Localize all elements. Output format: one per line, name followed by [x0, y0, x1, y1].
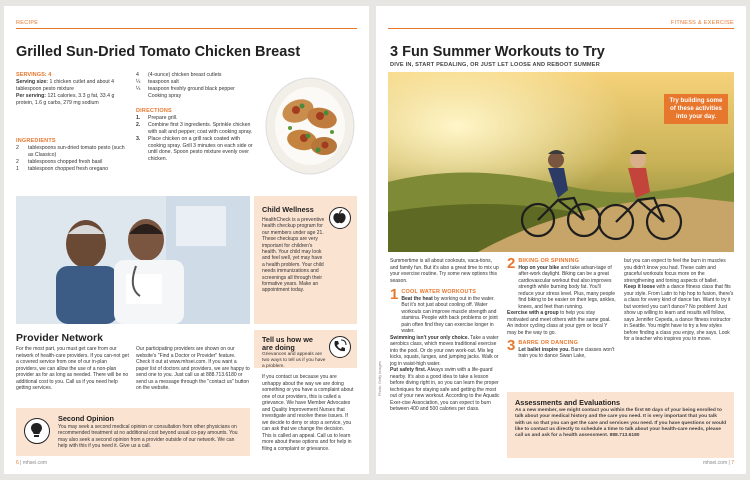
workout-1-lead: Beat the heat	[401, 295, 433, 302]
directions-list	[136, 115, 256, 163]
tell-us-intro: Grievances and appeals are two ways to tell us if you have a problem.	[262, 352, 326, 369]
tell-us-title: Tell us how we are doing	[262, 335, 313, 352]
serving-size-text: 1 chicken cutlet and about 4 tablespoon pesto mixture	[16, 78, 115, 92]
right-page	[376, 6, 746, 474]
ingredients-block	[16, 138, 131, 173]
section-label-fitness: FITNESS & EXERCISE	[670, 20, 734, 26]
workout-2-label: BIKING OR SPINNING	[518, 258, 580, 264]
workout-2-text: and take advan-tage of after-work daylight. Biking can be a great cardiovascular workout that also improves strength while burning body fat. You'll reduce your stress level. Plus, many people find biking to be easier on their legs, ankles, knees, and feet than running.	[518, 264, 616, 310]
workouts-column-3	[624, 258, 734, 343]
right-footer: mhsei.com | 7	[702, 460, 734, 466]
workout-2-number: 2	[507, 255, 516, 272]
list-item-text: Place chicken on a grill rack coated with cooking spray. Grill 3 minutes on each side or until done. Spoon pesto mixture evenly over chicken.	[148, 135, 253, 163]
list-item	[136, 86, 256, 93]
workout-1-text-2: Take a water aerobics class, which moves traditional exercise into the pool. Or do your own work-out. Mix leg kicks, squats, lunges, and jumping jacks. Walk or jog in waist-high water.	[390, 334, 499, 367]
recipe-title: Grilled Sun-Dried Tomato Chicken Breast	[16, 44, 301, 60]
dance-lead: Keep it loose	[624, 284, 656, 290]
left-page	[4, 6, 369, 474]
workouts-title: 3 Fun Summer Workouts to Try	[390, 44, 605, 60]
doctor-patient-photo	[16, 196, 250, 324]
child-wellness-text: HealthCheck is a preventive health checkup program for our members under age 21. These checkups are very important for children's health. Your child may look and feel well, yet may have a health problem. Your child needs immunizations and screenings all through their formative years. Make an appointment today.	[262, 217, 325, 294]
directions-label: DIRECTIONS	[136, 108, 172, 114]
chicken-dish-photo	[262, 66, 357, 181]
list-item-marker: 2	[16, 158, 19, 165]
list-item-marker: 4	[136, 72, 139, 78]
workouts-column-2	[507, 255, 617, 360]
list-item-text: Cooking spray	[148, 92, 182, 99]
left-footer-site: mhsei.com	[22, 460, 48, 466]
second-opinion-box	[16, 408, 250, 456]
workout-3-label: BARRE OR DANCING	[518, 340, 579, 346]
lightbulb-icon	[24, 418, 50, 444]
second-opinion-title: Second Opinion	[58, 414, 114, 423]
list-item	[136, 79, 256, 86]
dance-text: with a dance fitness class that fits your style. From Latin to hip hop to fusion, there's a class for every kind of dance fan. Want to try it but worried you can't dance? No problem! Just show up willing to learn and results will follow, says Jennifer Cepeda, a dance fitness instructor in Seattle. You might have to try a few styles before finding a class you enjoy, she says. Look for a teacher who inspires you to move.	[624, 284, 734, 342]
workout-2-header	[507, 255, 617, 310]
workout-3-number: 3	[507, 337, 516, 354]
list-item-text: Prepare grill.	[148, 114, 178, 121]
workout-1-text-3: Always swim with a life-guard nearby. It's also a good idea to take a lesson before diving right in, so you can learn the proper techniques for staying safe and getting the most out of your new workout. According to the Aquatic Exer-cise Association, you can expect to burn between 400 and 500 calories per class.	[390, 367, 500, 412]
list-item-text: teaspoon salt	[148, 78, 179, 85]
list-item-marker: ¼	[136, 78, 141, 85]
per-serving-label: Per serving:	[16, 92, 46, 99]
right-page-number: 7	[731, 460, 734, 466]
intro-text: Summertime is all about cookouts, vaca-tions, and family fun. But it's also a great time to mix up your exercise routine. Try some new options this season.	[390, 258, 499, 284]
tell-us-body: If you contact us because you are unhappy about the way we are doing something or you have a complaint about one of our providers, this is called a grievance. We have Member Advocates and Quality Improvement Nurses that investigate and resolve these issues. If we decide to deny or stop a service, you can ask that we change the decision. This is called an appeal. Call us to learn more about these options and for help in filing a complaint or grievance.	[262, 374, 354, 452]
list-item	[136, 136, 256, 164]
list-item	[16, 166, 131, 173]
list-item-marker: 2	[16, 144, 19, 151]
workout-3-lead: Let ballet inspire you.	[518, 346, 570, 353]
list-item	[136, 72, 256, 79]
per-serving-text: 121 calories, 3.3 g fat, 33.4 g protein, 1.6 g carbs, 279 mg sodium	[16, 92, 115, 106]
ingredients-label: INGREDIENTS	[16, 138, 56, 144]
directions-block	[136, 108, 256, 163]
assessments-text: As a new member, we might contact you within the first 60 days of your being enrolled to talk about your medical history and the care you need. It is very important that you talk with us so that you can get the care and services you need. If you have questions or would like to contact us directly to schedule a time to talk about your health-care needs, please call us and ask for a health assessment. 888.713.6180	[515, 408, 727, 439]
recipe-servings-block	[16, 72, 131, 107]
callout-box: Try building some of these activities into your day.	[664, 94, 728, 124]
child-wellness-title: Child Wellness	[262, 205, 314, 214]
workout-1-number: 1	[390, 286, 399, 303]
left-footer: 6 | mhsei.com	[16, 460, 48, 466]
right-footer-site: mhsei.com	[702, 460, 728, 466]
list-item	[16, 159, 131, 166]
serving-size-label: Serving size:	[16, 78, 49, 85]
workout-1-text: by working out in the water. But it's not just about cooling off. Water workouts can improve muscle strength and stamina. People with back problems or joint pain often find they can exercise longer in water.	[401, 295, 498, 334]
list-item-marker: 1	[16, 165, 19, 172]
header-rule-right	[388, 28, 734, 29]
list-item	[136, 93, 256, 100]
list-item-marker: 1.	[136, 114, 141, 121]
workouts-column-1	[390, 258, 500, 413]
assessments-title: Assessments and Evaluations	[515, 398, 621, 407]
left-page-number: 6	[16, 460, 19, 466]
list-item-text: teaspoon freshly ground black pepper	[148, 85, 235, 92]
list-item	[136, 115, 256, 122]
ingredients-list	[16, 145, 131, 173]
list-item-text: (4-ounce) chicken breast cutlets	[148, 72, 222, 78]
list-item-marker: 2.	[136, 121, 141, 128]
list-item-text: tablespoons chopped fresh basil	[28, 158, 103, 165]
child-wellness-box	[254, 196, 357, 324]
phone-message-icon	[329, 336, 351, 358]
barre-continued: but you can expect to feel the burn in muscles you didn't know you had. These calm and graceful workouts focus more on the strengthening and toning aspects of ballet.	[624, 258, 726, 284]
workout-2-lead: Hop on your bike	[518, 264, 560, 271]
workout-3-header	[507, 337, 617, 360]
section-label: RECIPE	[16, 20, 39, 26]
list-item-text: tablespoon chopped fresh oregano	[28, 165, 109, 172]
provider-network-col2: Our participating providers are shown on our website's "Find a Doctor or Provider" feature. Check it out at www.mhsei.com. If you want a paper list of doctors and providers, we are happy to send one to you. Just call us at 888.713.6180 or send us a message through the "contact us" button on the website.	[136, 346, 250, 391]
list-item-marker: ¼	[136, 85, 141, 92]
list-item-text: tablespoons sun-dried tomato pesto (such as Classico)	[28, 144, 125, 158]
list-item-marker	[136, 93, 144, 100]
ingredients-list-continued	[136, 72, 256, 100]
workout-3-text: Barre classes won't train you to dance Swan Lake,	[518, 346, 615, 359]
list-item	[16, 145, 131, 159]
list-item-text: Combine first 3 ingredients. Sprinkle chicken with salt and pepper; coat with cooking spray.	[148, 121, 253, 135]
workout-1-label: COOL WATER WORKOUTS	[401, 289, 477, 295]
photo-credit: Photo: Getty Images	[378, 361, 382, 396]
assessments-box	[507, 392, 734, 458]
list-item-marker: 3.	[136, 135, 141, 142]
workout-1-header	[390, 286, 500, 335]
workout-2-lead-2: Exercise with a group	[507, 310, 559, 316]
provider-network-title: Provider Network	[16, 332, 103, 344]
tell-us-section	[254, 330, 357, 466]
provider-network-col1: For the most part, you must get care from our network of health-care providers. If you can-not get a covered service from one of our in-plan providers, we can allow the use of a non-plan provider as for as long as needed. There will be no additional cost to you. Call us if you need help getting services.	[16, 346, 129, 391]
servings-count: SERVINGS: 4	[16, 72, 52, 78]
workout-2-text-2: to help you stay motivated and meet others with the same goal. An indoor cycling class at your gym or local Y may be the way to go.	[507, 310, 611, 336]
workouts-subtitle: DIVE IN, START PEDALING, OR JUST LET LOOSE AND REBOOT SUMMER	[390, 62, 600, 68]
workout-1-lead-2: Swimming isn't your only choice.	[390, 334, 469, 341]
second-opinion-text: You may seek a second medical opinion or consultation from other physicians on recommended treatment at no additional cost beyond usual co-pay amounts. You may also seek a second opinion from a provider outside of our network. We can help with this if you need it. Give us a call.	[58, 424, 238, 450]
header-rule	[16, 28, 357, 29]
tell-us-header-box	[254, 330, 357, 368]
apple-icon	[329, 207, 351, 229]
list-item	[136, 122, 256, 136]
workout-1-lead-3: Put safety first.	[390, 367, 427, 373]
